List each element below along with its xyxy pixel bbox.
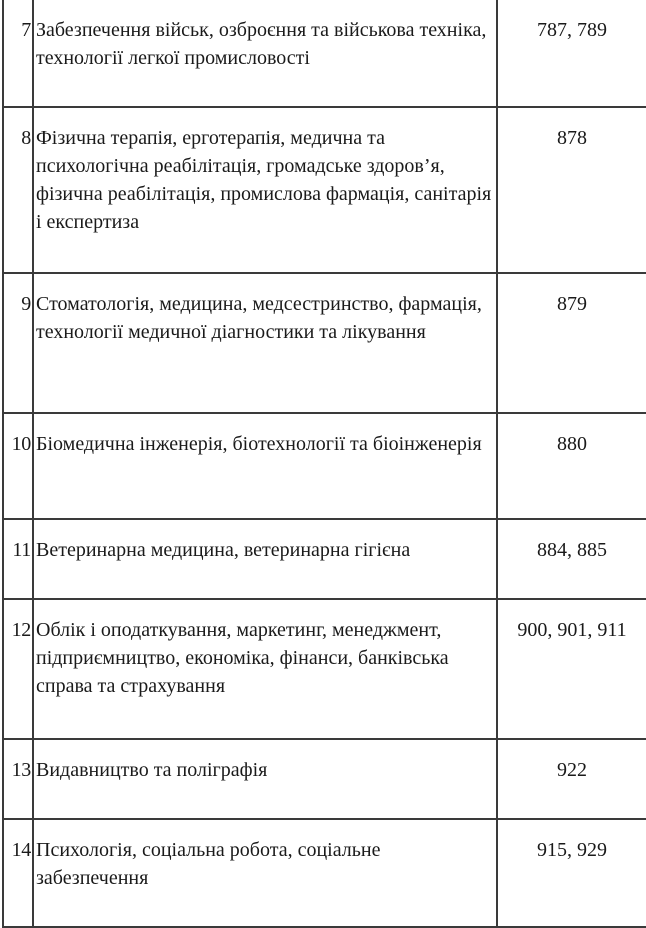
specialty-codes: 787, 789 — [497, 0, 646, 107]
specialty-names: Облік і оподаткування, маркетинг, менеджмент, підприємництво, економіка, фінанси, банківська справа та страхування — [33, 599, 497, 739]
table-row — [3, 739, 646, 819]
specialty-names: Забезпечення військ, озброєння та військова техніка, технології легкої промисловості — [33, 0, 497, 107]
table-row — [3, 0, 646, 107]
table-row — [3, 519, 646, 599]
specialty-names: Видавництво та поліграфія — [33, 739, 497, 819]
row-number: 9 — [3, 273, 33, 413]
specialties-table — [2, 0, 646, 928]
specialty-codes: 878 — [497, 107, 646, 273]
specialty-names: Ветеринарна медицина, ветеринарна гігієна — [33, 519, 497, 599]
row-number: 13 — [3, 739, 33, 819]
specialty-codes: 879 — [497, 273, 646, 413]
row-number: 10 — [3, 413, 33, 519]
table-row — [3, 819, 646, 927]
specialty-codes: 915, 929 — [497, 819, 646, 927]
row-number: 8 — [3, 107, 33, 273]
specialty-names: Біомедична інженерія, біотехнології та біоінженерія — [33, 413, 497, 519]
table-row — [3, 413, 646, 519]
table-row — [3, 273, 646, 413]
specialty-codes: 922 — [497, 739, 646, 819]
table-row — [3, 599, 646, 739]
specialty-codes: 884, 885 — [497, 519, 646, 599]
specialty-names: Стоматологія, медицина, медсестринство, фармація, технології медичної діагностики та лікування — [33, 273, 497, 413]
row-number: 12 — [3, 599, 33, 739]
specialty-names: Психологія, соціальна робота, соціальне забезпечення — [33, 819, 497, 927]
specialty-names: Фізична терапія, ерготерапія, медична та психологічна реабілітація, громадське здоров’я, фізична реабілітація, промислова фармація, санітарія і експертиза — [33, 107, 497, 273]
specialty-codes: 900, 901, 911 — [497, 599, 646, 739]
row-number: 7 — [3, 0, 33, 107]
row-number: 11 — [3, 519, 33, 599]
row-number: 14 — [3, 819, 33, 927]
specialty-codes: 880 — [497, 413, 646, 519]
table-row — [3, 107, 646, 273]
